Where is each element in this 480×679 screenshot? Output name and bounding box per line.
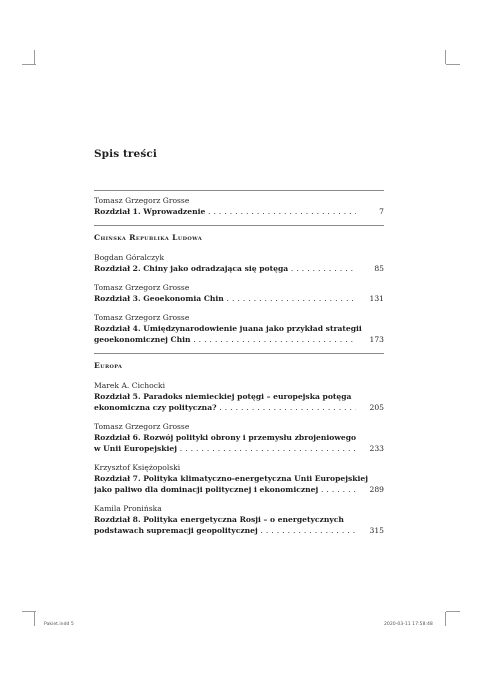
page-number: 315 <box>369 526 384 535</box>
entry-author: Tomasz Grzegorz Grosse <box>94 313 190 322</box>
toc-entry[interactable] <box>94 282 384 304</box>
section-rule <box>94 190 384 191</box>
chapter-title-line: Rozdział 1. Wprowadzenie . . . <box>94 206 356 217</box>
entry-author: Tomasz Grzegorz Grosse <box>94 283 190 292</box>
page-number: 205 <box>369 403 384 412</box>
chapter-title-line: Rozdział 5. Paradoks niemieckiej potęgi – europejska potęga <box>94 392 352 401</box>
entry-author: Tomasz Grzegorz Grosse <box>94 196 190 205</box>
chapter-title-line: w Unii Europejskiej . . . <box>94 443 356 454</box>
section-heading: Chińska Republika Ludowa <box>94 233 203 242</box>
entry-author: Krzysztof Księżopolski <box>94 463 181 472</box>
page-number: 173 <box>369 335 384 344</box>
toc-entry[interactable] <box>94 421 384 454</box>
crop-mark <box>446 611 460 612</box>
page-number: 289 <box>369 485 384 494</box>
chapter-title-line: Rozdział 6. Rozwój polityki obrony i przemysłu zbrojeniowego <box>94 433 357 442</box>
toc-entry[interactable] <box>94 503 384 536</box>
page-number: 233 <box>369 444 384 453</box>
toc-entry[interactable] <box>94 462 384 495</box>
page-number: 7 <box>379 207 384 216</box>
footer-file: Pakiet.indd 5 <box>44 622 74 627</box>
chapter-title-line: Rozdział 7. Polityka klimatyczno-energetyczna Unii Europejskiej <box>94 474 369 483</box>
toc-entry[interactable] <box>94 195 384 217</box>
crop-mark <box>445 50 446 64</box>
chapter-title-line: ekonomiczna czy polityczna? . . . <box>94 402 356 413</box>
page-number: 131 <box>369 294 384 303</box>
chapter-title-line: Rozdział 3. Geoekonomia Chin . . . <box>94 293 356 304</box>
chapter-title-line: jako paliwo dla dominacji politycznej i ekonomicznej . . . <box>94 484 356 495</box>
chapter-title-line: podstawach supremacji geopolitycznej . . . <box>94 525 356 536</box>
section-heading: Europa <box>94 361 123 370</box>
crop-mark <box>22 611 36 612</box>
page-number: 85 <box>374 264 384 273</box>
chapter-title-line: geoekonomicznej Chin . . . <box>94 334 356 345</box>
section-rule <box>94 353 384 354</box>
footer-timestamp: 2020-03-11 17:58:48 <box>384 622 433 627</box>
toc-entry[interactable] <box>94 252 384 274</box>
crop-mark <box>446 64 460 65</box>
toc-entry[interactable] <box>94 380 384 413</box>
entry-author: Bogdan Góralczyk <box>94 253 165 262</box>
page-title: Spis treści <box>94 148 157 160</box>
toc-entry[interactable] <box>94 312 384 345</box>
crop-mark <box>445 612 446 626</box>
entry-author: Kamila Pronińska <box>94 504 162 513</box>
entry-author: Marek A. Cichocki <box>94 381 165 390</box>
chapter-title-line: Rozdział 2. Chiny jako odradzająca się potęga . . . <box>94 263 356 274</box>
chapter-title-line: Rozdział 8. Polityka energetyczna Rosji – o energetycznych <box>94 515 344 524</box>
entry-author: Tomasz Grzegorz Grosse <box>94 422 190 431</box>
table-of-contents <box>94 190 384 544</box>
crop-mark <box>34 50 35 64</box>
section-rule <box>94 225 384 226</box>
crop-mark <box>34 612 35 626</box>
crop-mark <box>22 64 36 65</box>
chapter-title-line: Rozdział 4. Umiędzynarodowienie juana jako przykład strategii <box>94 324 362 333</box>
